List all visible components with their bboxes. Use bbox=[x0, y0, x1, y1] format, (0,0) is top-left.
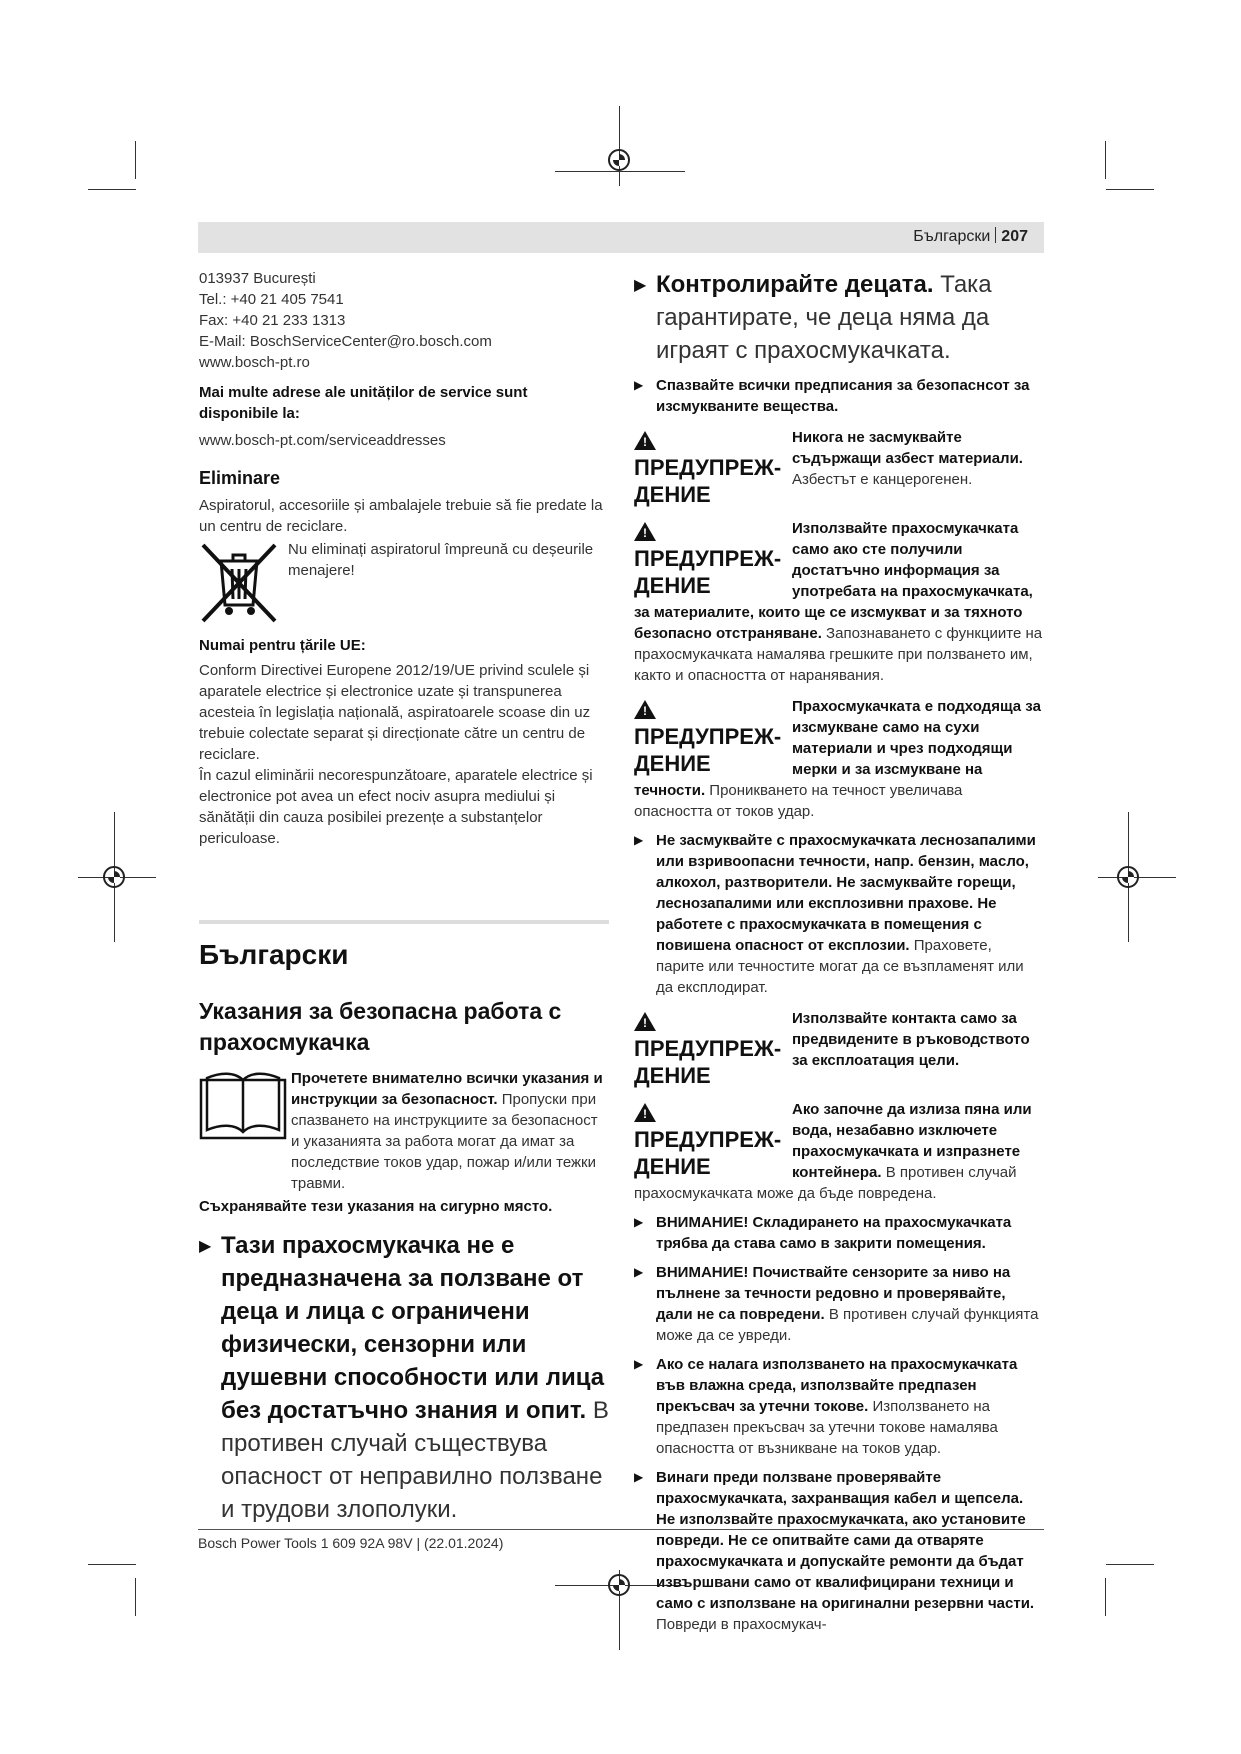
warning-label: ! ПРЕДУПРЕЖ-ДЕНИЕ bbox=[634, 518, 784, 599]
crop-mark bbox=[1105, 141, 1106, 179]
crop-mark bbox=[555, 171, 685, 172]
warning-foam bbox=[634, 1099, 1044, 1204]
crop-mark bbox=[1106, 189, 1154, 190]
storage-item bbox=[634, 1212, 1044, 1254]
warning-label: ! ПРЕДУПРЕЖ-ДЕНИЕ bbox=[634, 1008, 784, 1089]
safety-heading: Указания за безопасна работа с прахосмукачка bbox=[199, 998, 562, 1055]
address-line: 013937 București bbox=[199, 270, 316, 287]
regs-bold: Спазвайте всички предписания за безопаснсот за изсмукваните вещества. bbox=[656, 377, 1030, 415]
section-title: Български bbox=[199, 939, 349, 970]
right-column bbox=[634, 268, 1044, 1635]
children-bold: Тази прахосмукачка не е предназначена за ползване от деца и лица с ограничени физически, сензорни или душевни способности или лица без достатъчно знания и опит. bbox=[221, 1232, 605, 1424]
crop-mark bbox=[1106, 1564, 1154, 1565]
crop-mark bbox=[1105, 1578, 1106, 1616]
disposal-heading: Eliminare bbox=[199, 468, 281, 488]
check-text: Повреди в прахосмукач- bbox=[656, 1616, 827, 1633]
warning-info bbox=[634, 518, 1044, 686]
clean-text: В противен случай функцията може да се увреди. bbox=[656, 1306, 1039, 1344]
check-item bbox=[634, 1467, 1044, 1635]
registration-mark-icon bbox=[1117, 866, 1139, 888]
warning-triangle-icon: ! bbox=[634, 522, 656, 541]
keep-text: Съхранявайте тези указания на сигурно място. bbox=[199, 1198, 553, 1215]
read-bold: Прочетете внимателно всички указания и инструкции за безопасност. bbox=[291, 1070, 603, 1108]
footer-text: Bosch Power Tools 1 609 92A 98V | (22.01.2024) bbox=[198, 1535, 504, 1551]
warning-triangle-icon: ! bbox=[634, 1012, 656, 1031]
w2-bold: Използвайте прахосмукачката само ако сте получили достатъчно информация за употребата на прахосмукачката, за материалите, които ще се изсмукват и за тяхното безопасно отстраняване. bbox=[634, 520, 1033, 642]
w5-bold: Ако започне да излиза пяна или вода, незабавно изключете прахосмукачката и изпразнете контейнера. bbox=[792, 1101, 1032, 1181]
crop-mark bbox=[135, 1578, 136, 1616]
control-text: Така гарантирате, че деца няма да играят с прахосмукачката. bbox=[656, 271, 992, 364]
w3-text: Проникването на течност увеличава опасността от токов удар. bbox=[634, 782, 963, 820]
flam-text: Праховете, парите или течностите могат да се възпламенят или да експлодират. bbox=[656, 937, 1024, 996]
read-text: Пропуски при спазването на инструкциите за безопасност и указанията за работа могат да имат за последствие токов удар, пожар и/или тежки травми. bbox=[291, 1091, 598, 1192]
crop-mark bbox=[135, 141, 136, 179]
warning-dry bbox=[634, 696, 1044, 822]
disposal-text: Aspiratorul, accesoriile și ambalajele trebuie să fie predate la un centru de reciclare. bbox=[199, 497, 603, 535]
w1-bold: Никога не засмуквайте съдържащи азбест материали. bbox=[792, 429, 1023, 467]
header-text bbox=[913, 227, 1028, 246]
left-column bbox=[199, 268, 609, 849]
regs-item bbox=[634, 375, 1044, 417]
children-warning bbox=[199, 1229, 609, 1526]
warning-label: ! ПРЕДУПРЕЖ-ДЕНИЕ bbox=[634, 1099, 784, 1180]
rcd-text: Използването на предпазен прекъсвач за утечни токове намалява опасността от възникване на токов удар. bbox=[656, 1398, 998, 1457]
registration-mark-icon bbox=[103, 866, 125, 888]
eu-heading: Numai pentru țările UE: bbox=[199, 637, 366, 654]
bin-text: Nu eliminați aspiratorul împreună cu deșeurile menajere! bbox=[288, 541, 594, 579]
crop-mark bbox=[619, 106, 620, 186]
sensor-item bbox=[634, 1262, 1044, 1346]
registration-mark-icon bbox=[608, 149, 630, 171]
rcd-bold: Ако се налага използването на прахосмукачката във влажна среда, използвайте предпазен прекъсвач за утечни токове. bbox=[656, 1356, 1018, 1415]
address-line: Fax: +40 21 233 1313 bbox=[199, 312, 346, 329]
w1-text: Азбестът е канцерогенен. bbox=[792, 471, 973, 488]
more-addresses-link[interactable]: www.bosch-pt.com/serviceaddresses bbox=[199, 432, 446, 449]
crop-mark bbox=[88, 189, 136, 190]
left-column-safety bbox=[199, 996, 609, 1526]
warning-label: ! ПРЕДУПРЕЖ-ДЕНИЕ bbox=[634, 696, 784, 777]
eu-text-2: În cazul eliminării necorespunzătoare, aparatele electrice și electronice pot avea un efect nociv asupra mediului și sănătății din cauza posibilei prezențe a substanțelor periculoase. bbox=[199, 767, 593, 847]
check-bold: Винаги преди ползване проверявайте прахосмукачката, захранващия кабел и щепсела. Не използвайте прахосмукачката, ако установите повреди. Не се опитвайте сами да отваряте прахосмукачката и допускайте ремонти да бъдат извършвани само от квалифицирани техници и само с използване на оригинални резервни части. bbox=[656, 1469, 1035, 1612]
eu-text: Conform Directivei Europene 2012/19/UE privind sculele și aparatele electrice și electronice uzate și transpunerea acesteia în legislația națională, aspiratoarele scoase din uz trebuie colectate separat și direcționate către un centru de reciclare. bbox=[199, 662, 591, 763]
address-line: E-Mail: BoschServiceCenter@ro.bosch.com bbox=[199, 333, 492, 350]
control-children bbox=[634, 268, 1044, 367]
crossed-bin-icon bbox=[199, 539, 279, 625]
warning-triangle-icon: ! bbox=[634, 700, 656, 719]
address-block bbox=[199, 268, 609, 373]
page-number: 207 bbox=[1001, 228, 1028, 245]
header-language: Български bbox=[913, 228, 991, 245]
section-rule bbox=[199, 920, 609, 924]
w5-text: В противен случай прахосмукачката може да бъде повредена. bbox=[634, 1164, 1017, 1202]
children-text: В противен случай съществува опасност от неправилно ползване и трудови злополуки. bbox=[221, 1397, 609, 1523]
w2-text: Запознаването с функциите на прахосмукачката намалява грешките при ползването им, както и опасността от наранявания. bbox=[634, 625, 1043, 684]
warning-asbestos bbox=[634, 427, 1044, 508]
crop-mark bbox=[88, 1564, 136, 1565]
footer-rule bbox=[198, 1529, 1044, 1530]
warning-socket bbox=[634, 1008, 1044, 1089]
read-instructions bbox=[199, 1068, 609, 1194]
warning-label: ! ПРЕДУПРЕЖ-ДЕНИЕ bbox=[634, 427, 784, 508]
bin-notice bbox=[199, 539, 609, 625]
manual-book-icon bbox=[199, 1070, 287, 1142]
registration-mark-icon bbox=[608, 1574, 630, 1596]
flam-bold: Не засмуквайте с прахосмукачката леснозапалими или взривоопасни течности, напр. бензин, масло, алкохол, разтворители. Не засмуквайте горещи, леснозапалими или експлозивни прахове. Не работете с прахосмукачката в помещения с повишена опасност от експлозии. bbox=[656, 832, 1036, 954]
more-addresses-heading: Mai multe adrese ale unităților de service sunt disponibile la: bbox=[199, 384, 528, 422]
warning-triangle-icon: ! bbox=[634, 1103, 656, 1122]
read-instructions-text bbox=[291, 1068, 609, 1194]
control-bold: Контролирайте децата. bbox=[656, 271, 934, 298]
w3-bold: Прахосмукачката е подходяща за изсмукване само на сухи материали и чрез подходящи мерки и за изсмукване на течности. bbox=[634, 698, 1041, 799]
warning-triangle-icon: ! bbox=[634, 431, 656, 450]
rcd-item bbox=[634, 1354, 1044, 1459]
w4-bold: Използвайте контакта само за предвидените в ръководството за експлоатация цели. bbox=[792, 1010, 1030, 1069]
address-line: Tel.: +40 21 405 7541 bbox=[199, 291, 344, 308]
address-line: www.bosch-pt.ro bbox=[199, 354, 310, 371]
flammable-item bbox=[634, 830, 1044, 998]
clean-bold: ВНИМАНИЕ! Почиствайте сензорите за ниво на пълнене за течности редовно и проверявайте, дали не са повредени. bbox=[656, 1264, 1011, 1323]
store-bold: ВНИМАНИЕ! Складирането на прахосмукачката трябва да става само в закрити помещения. bbox=[656, 1214, 1012, 1252]
page-header bbox=[198, 222, 1044, 253]
